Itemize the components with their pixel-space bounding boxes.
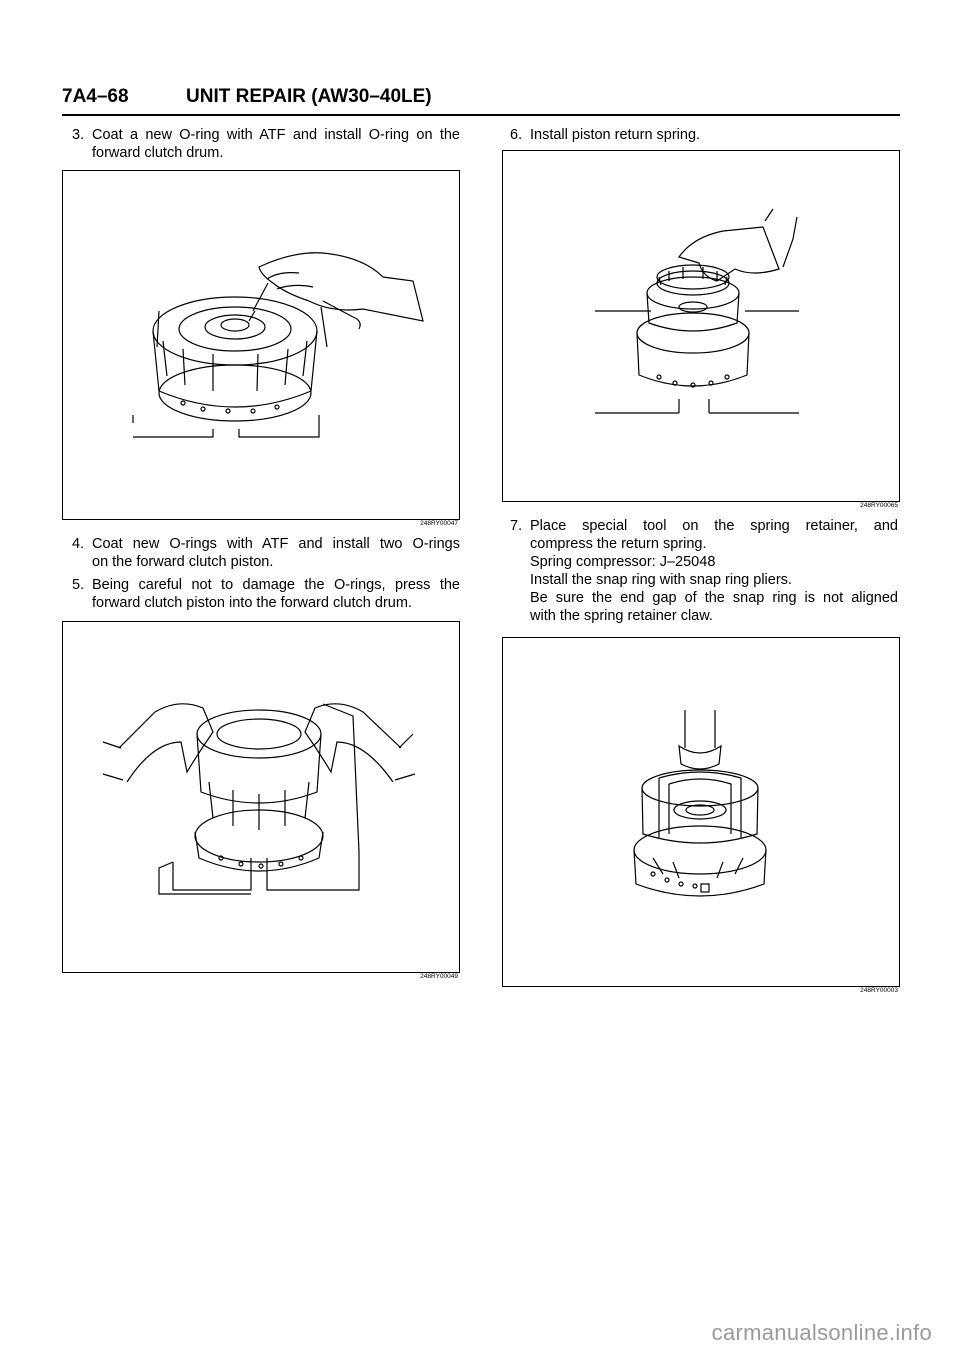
step-line: with the spring retainer claw.: [530, 608, 713, 624]
step-text: [92, 126, 460, 162]
step-line: compress the return spring.: [530, 536, 707, 552]
figure-id: 248RY00065: [860, 502, 898, 509]
figure-id: 248RY00049: [420, 973, 458, 980]
figure-drawing: [503, 151, 899, 501]
figure-drawing: [63, 171, 459, 519]
step-number: 4.: [72, 536, 85, 552]
figure-install-return-spring: [502, 150, 900, 502]
step-line: Be sure the end gap of the snap ring is not aligned: [530, 590, 898, 606]
figure-drawing: [63, 622, 459, 972]
step-line: forward clutch drum.: [92, 145, 224, 161]
step-number: 3.: [72, 127, 85, 143]
figure-press-piston: [62, 621, 460, 973]
step-line: Install the snap ring with snap ring pliers.: [530, 572, 792, 588]
section-code: 7A4–68: [62, 86, 129, 107]
figure-spring-compressor: [502, 637, 900, 987]
step-text: [530, 126, 898, 144]
step-number: 7.: [510, 518, 523, 534]
step-line: Install piston return spring.: [530, 127, 701, 143]
step-number: 6.: [510, 127, 523, 143]
step-line: Spring compressor: J–25048: [530, 554, 716, 570]
section-title: UNIT REPAIR (AW30–40LE): [186, 86, 432, 107]
figure-drawing: [503, 638, 899, 986]
step-line: forward clutch piston into the forward clutch drum.: [92, 595, 412, 611]
figure-id: 248RY00003: [860, 987, 898, 994]
step-line: Coat new O-rings with ATF and install two O-rings: [92, 536, 460, 552]
step-text: [92, 535, 460, 571]
step-line: Place special tool on the spring retainer, and: [530, 518, 898, 534]
figure-oring-install-drum: [62, 170, 460, 520]
step-line: on the forward clutch piston.: [92, 554, 274, 570]
step-line: Being careful not to damage the O-rings, press the: [92, 577, 460, 593]
header-rule: [62, 114, 900, 116]
figure-id: 248RY00047: [420, 520, 458, 527]
step-number: 5.: [72, 577, 85, 593]
step-text: [530, 517, 898, 625]
step-text: [92, 576, 460, 612]
step-line: Coat a new O-ring with ATF and install O-ring on the: [92, 127, 460, 143]
watermark: carmanualsonline.info: [711, 1320, 932, 1345]
